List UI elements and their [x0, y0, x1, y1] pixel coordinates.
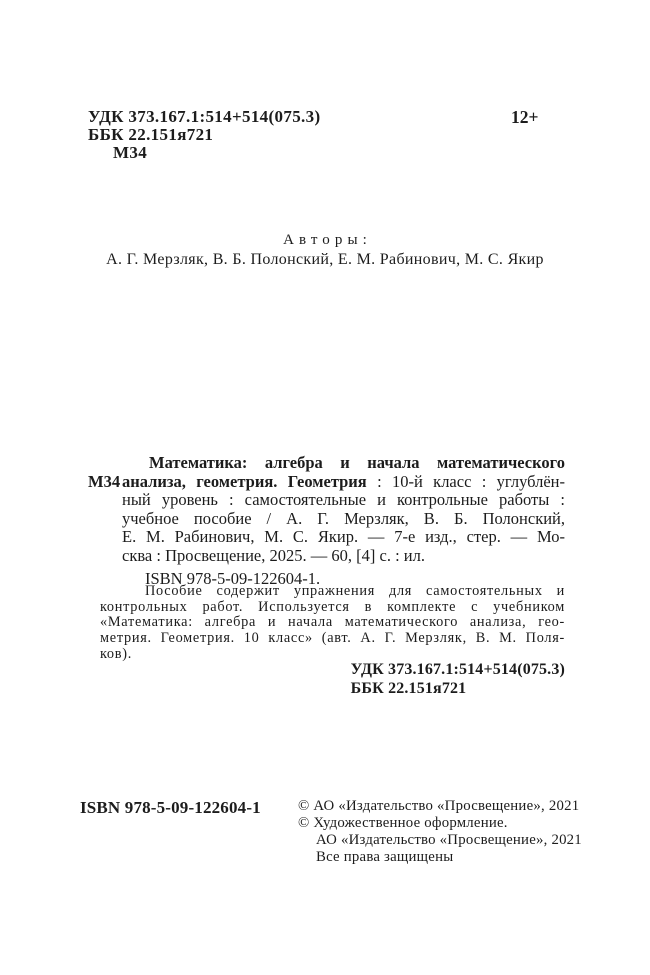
biblio-line: ный уровень : самостоятельные и контрольные работы :	[122, 490, 565, 510]
copyright-block	[298, 798, 582, 866]
authors-block	[0, 231, 650, 269]
book-code-top: М34	[113, 143, 148, 162]
footer-isbn: ISBN 978-5-09-122604-1	[80, 798, 261, 817]
copyright-line-3: АО «Издательство «Просвещение», 2021	[316, 831, 582, 848]
top-codes-block	[88, 108, 320, 162]
age-rating-badge: 12+	[511, 107, 539, 127]
biblio-line: Е. М. Рабинович, М. С. Якир. — 7-е изд., стер. — Мо-	[122, 527, 565, 547]
copyright-line-4: Все права защищены	[316, 848, 454, 865]
copyright-line-2: © Художественное оформление.	[298, 814, 508, 831]
bibliographic-description	[88, 453, 565, 588]
biblio-line: учебное пособие / А. Г. Мерзляк, В. Б. Полонский,	[122, 508, 565, 528]
biblio-isbn: ISBN 978-5-09-122604-1.	[145, 568, 321, 588]
udk-code-top: УДК 373.167.1:514+514(075.3)	[88, 107, 321, 126]
authors-label: Авторы:	[283, 232, 372, 248]
annotation-line: метрия. Геометрия. 10 класс» (авт. А. Г. Мерзляк, В. М. Поля-	[100, 630, 565, 647]
biblio-book-code: М34	[88, 471, 121, 491]
annotation-line: ков).	[100, 645, 133, 662]
annotation-line: Пособие содержит упражнения для самостоятельных и	[145, 583, 565, 599]
authors-names: А. Г. Мерзляк, В. Б. Полонский, Е. М. Рабинович, М. С. Якир	[106, 251, 544, 268]
biblio-line: Математика: алгебра и начала математического	[149, 453, 565, 472]
copyright-line-1: © АО «Издательство «Просвещение», 2021	[298, 798, 580, 814]
annotation-line: контрольных работ. Используется в комплекте с учебником	[100, 598, 565, 615]
bbk-code-bottom: ББК 22.151я721	[350, 679, 467, 697]
biblio-line: анализа, геометрия. Геометрия : 10-й класс : углублён-	[122, 471, 565, 491]
bottom-codes-block	[351, 661, 565, 698]
udk-code-bottom: УДК 373.167.1:514+514(075.3)	[350, 661, 565, 678]
annotation-line: «Математика: алгебра и начала математического анализа, гео-	[100, 614, 565, 631]
biblio-line: сква : Просвещение, 2025. — 60, [4] с. : ил.	[122, 545, 425, 565]
annotation-block	[100, 584, 565, 663]
bbk-code-top: ББК 22.151я721	[88, 125, 214, 144]
